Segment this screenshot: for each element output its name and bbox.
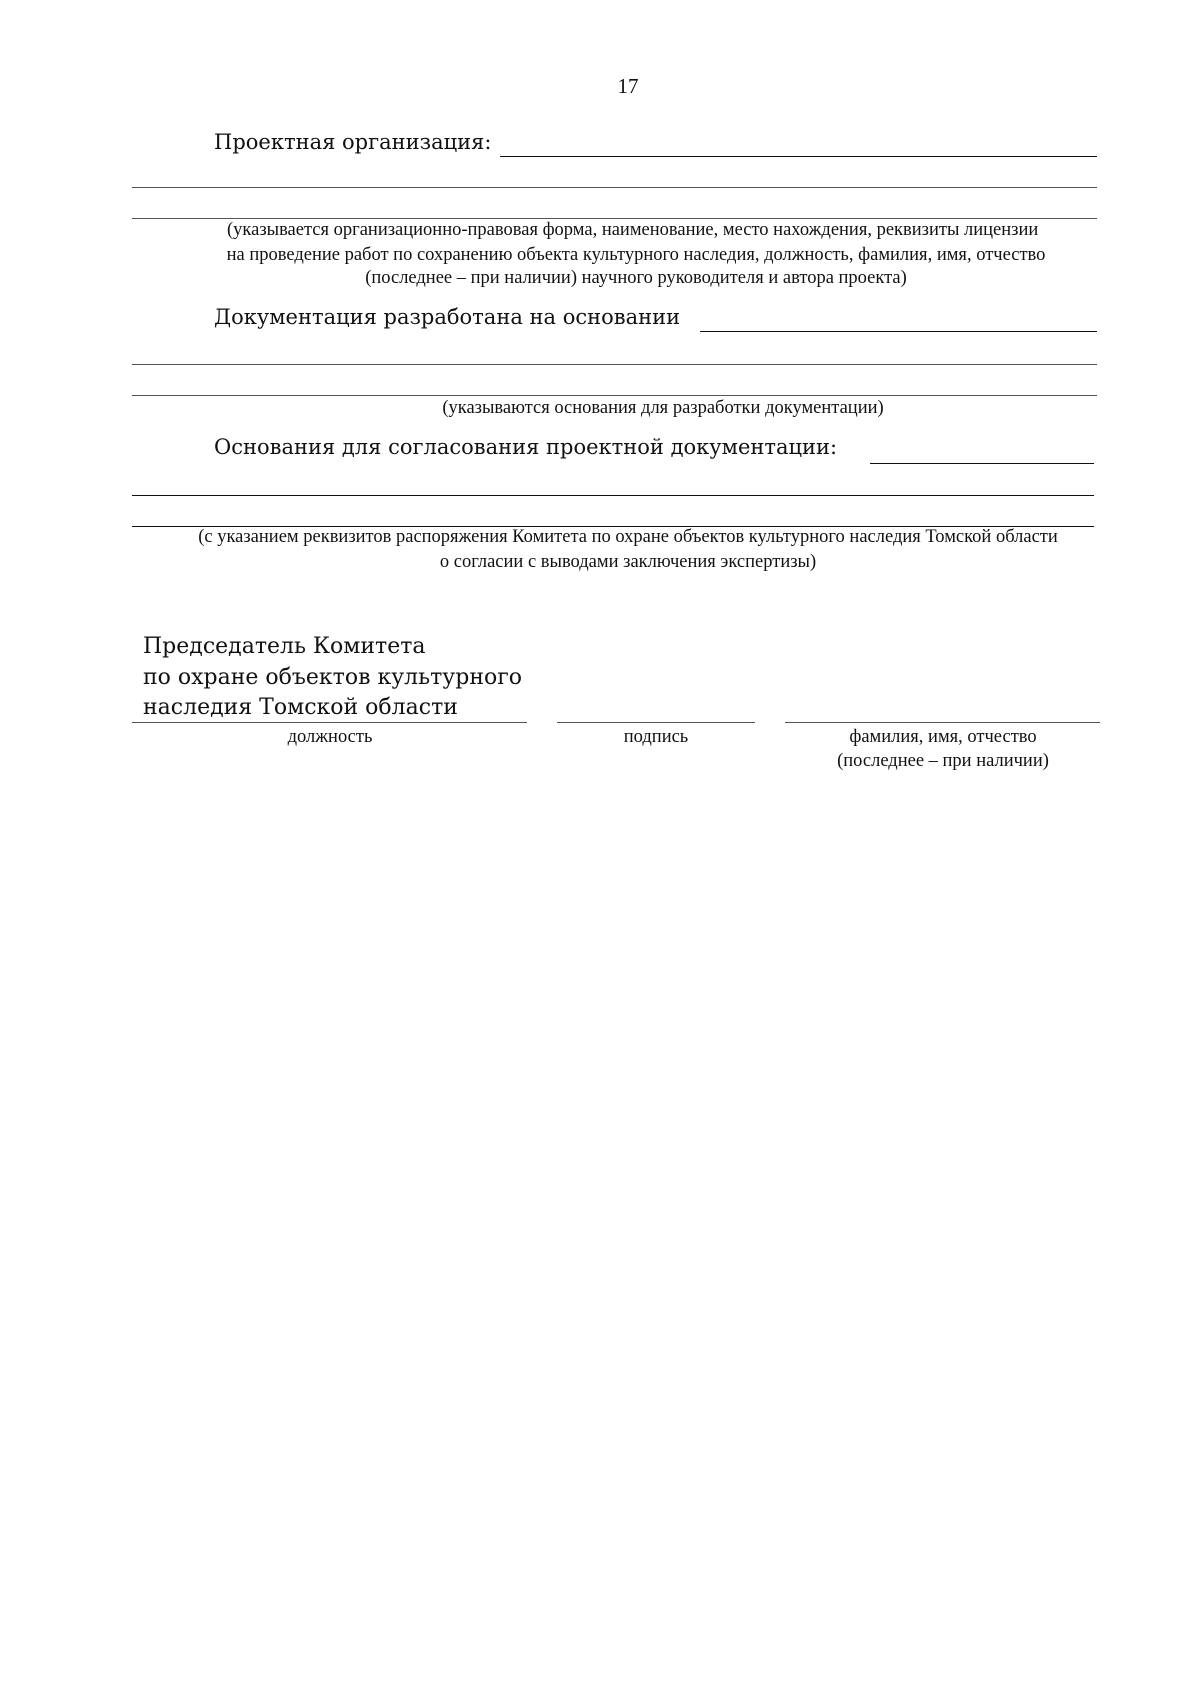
organization-field-line-2	[132, 187, 1097, 188]
position-line	[132, 722, 527, 723]
approval-hint-2: о согласии с выводами заключения экспертизы)	[439, 552, 817, 572]
signature-line	[557, 722, 755, 723]
organization-hint-3: (последнее – при наличии) научного руководителя и автора проекта)	[365, 268, 907, 288]
signer-position-1: Председатель Комитета	[143, 634, 426, 659]
approval-field-line-2	[132, 495, 1094, 496]
basis-field-line-3	[132, 395, 1097, 396]
page-number: 17	[617, 74, 639, 98]
signer-position-2: по охране объектов культурного	[143, 665, 523, 690]
name-caption-1: фамилия, имя, отчество	[849, 727, 1037, 747]
basis-field-line-2	[132, 364, 1097, 365]
approval-label: Основания для согласования проектной документации:	[214, 435, 838, 459]
approval-field-line	[870, 463, 1094, 464]
name-caption-2: (последнее – при наличии)	[837, 751, 1049, 771]
basis-label: Документация разработана на основании	[214, 305, 681, 329]
organization-field-line-3	[132, 218, 1097, 219]
signer-position-3: наследия Томской области	[143, 695, 458, 720]
basis-field-line	[700, 331, 1097, 332]
basis-hint: (указываются основания для разработки документации)	[442, 398, 884, 418]
organization-label: Проектная организация:	[214, 130, 492, 154]
name-line	[785, 722, 1100, 723]
approval-hint-1: (с указанием реквизитов распоряжения Комитета по охране объектов культурного наследия Томской области	[198, 527, 1058, 547]
organization-hint-1: (указывается организационно-правовая форма, наименование, место нахождения, реквизиты лицензии	[227, 220, 1039, 240]
signature-caption: подпись	[623, 727, 689, 747]
organization-hint-2: на проведение работ по сохранению объекта культурного наследия, должность, фамилия, имя, отчество	[226, 245, 1046, 265]
position-caption: должность	[287, 727, 373, 747]
organization-field-line	[500, 156, 1097, 157]
